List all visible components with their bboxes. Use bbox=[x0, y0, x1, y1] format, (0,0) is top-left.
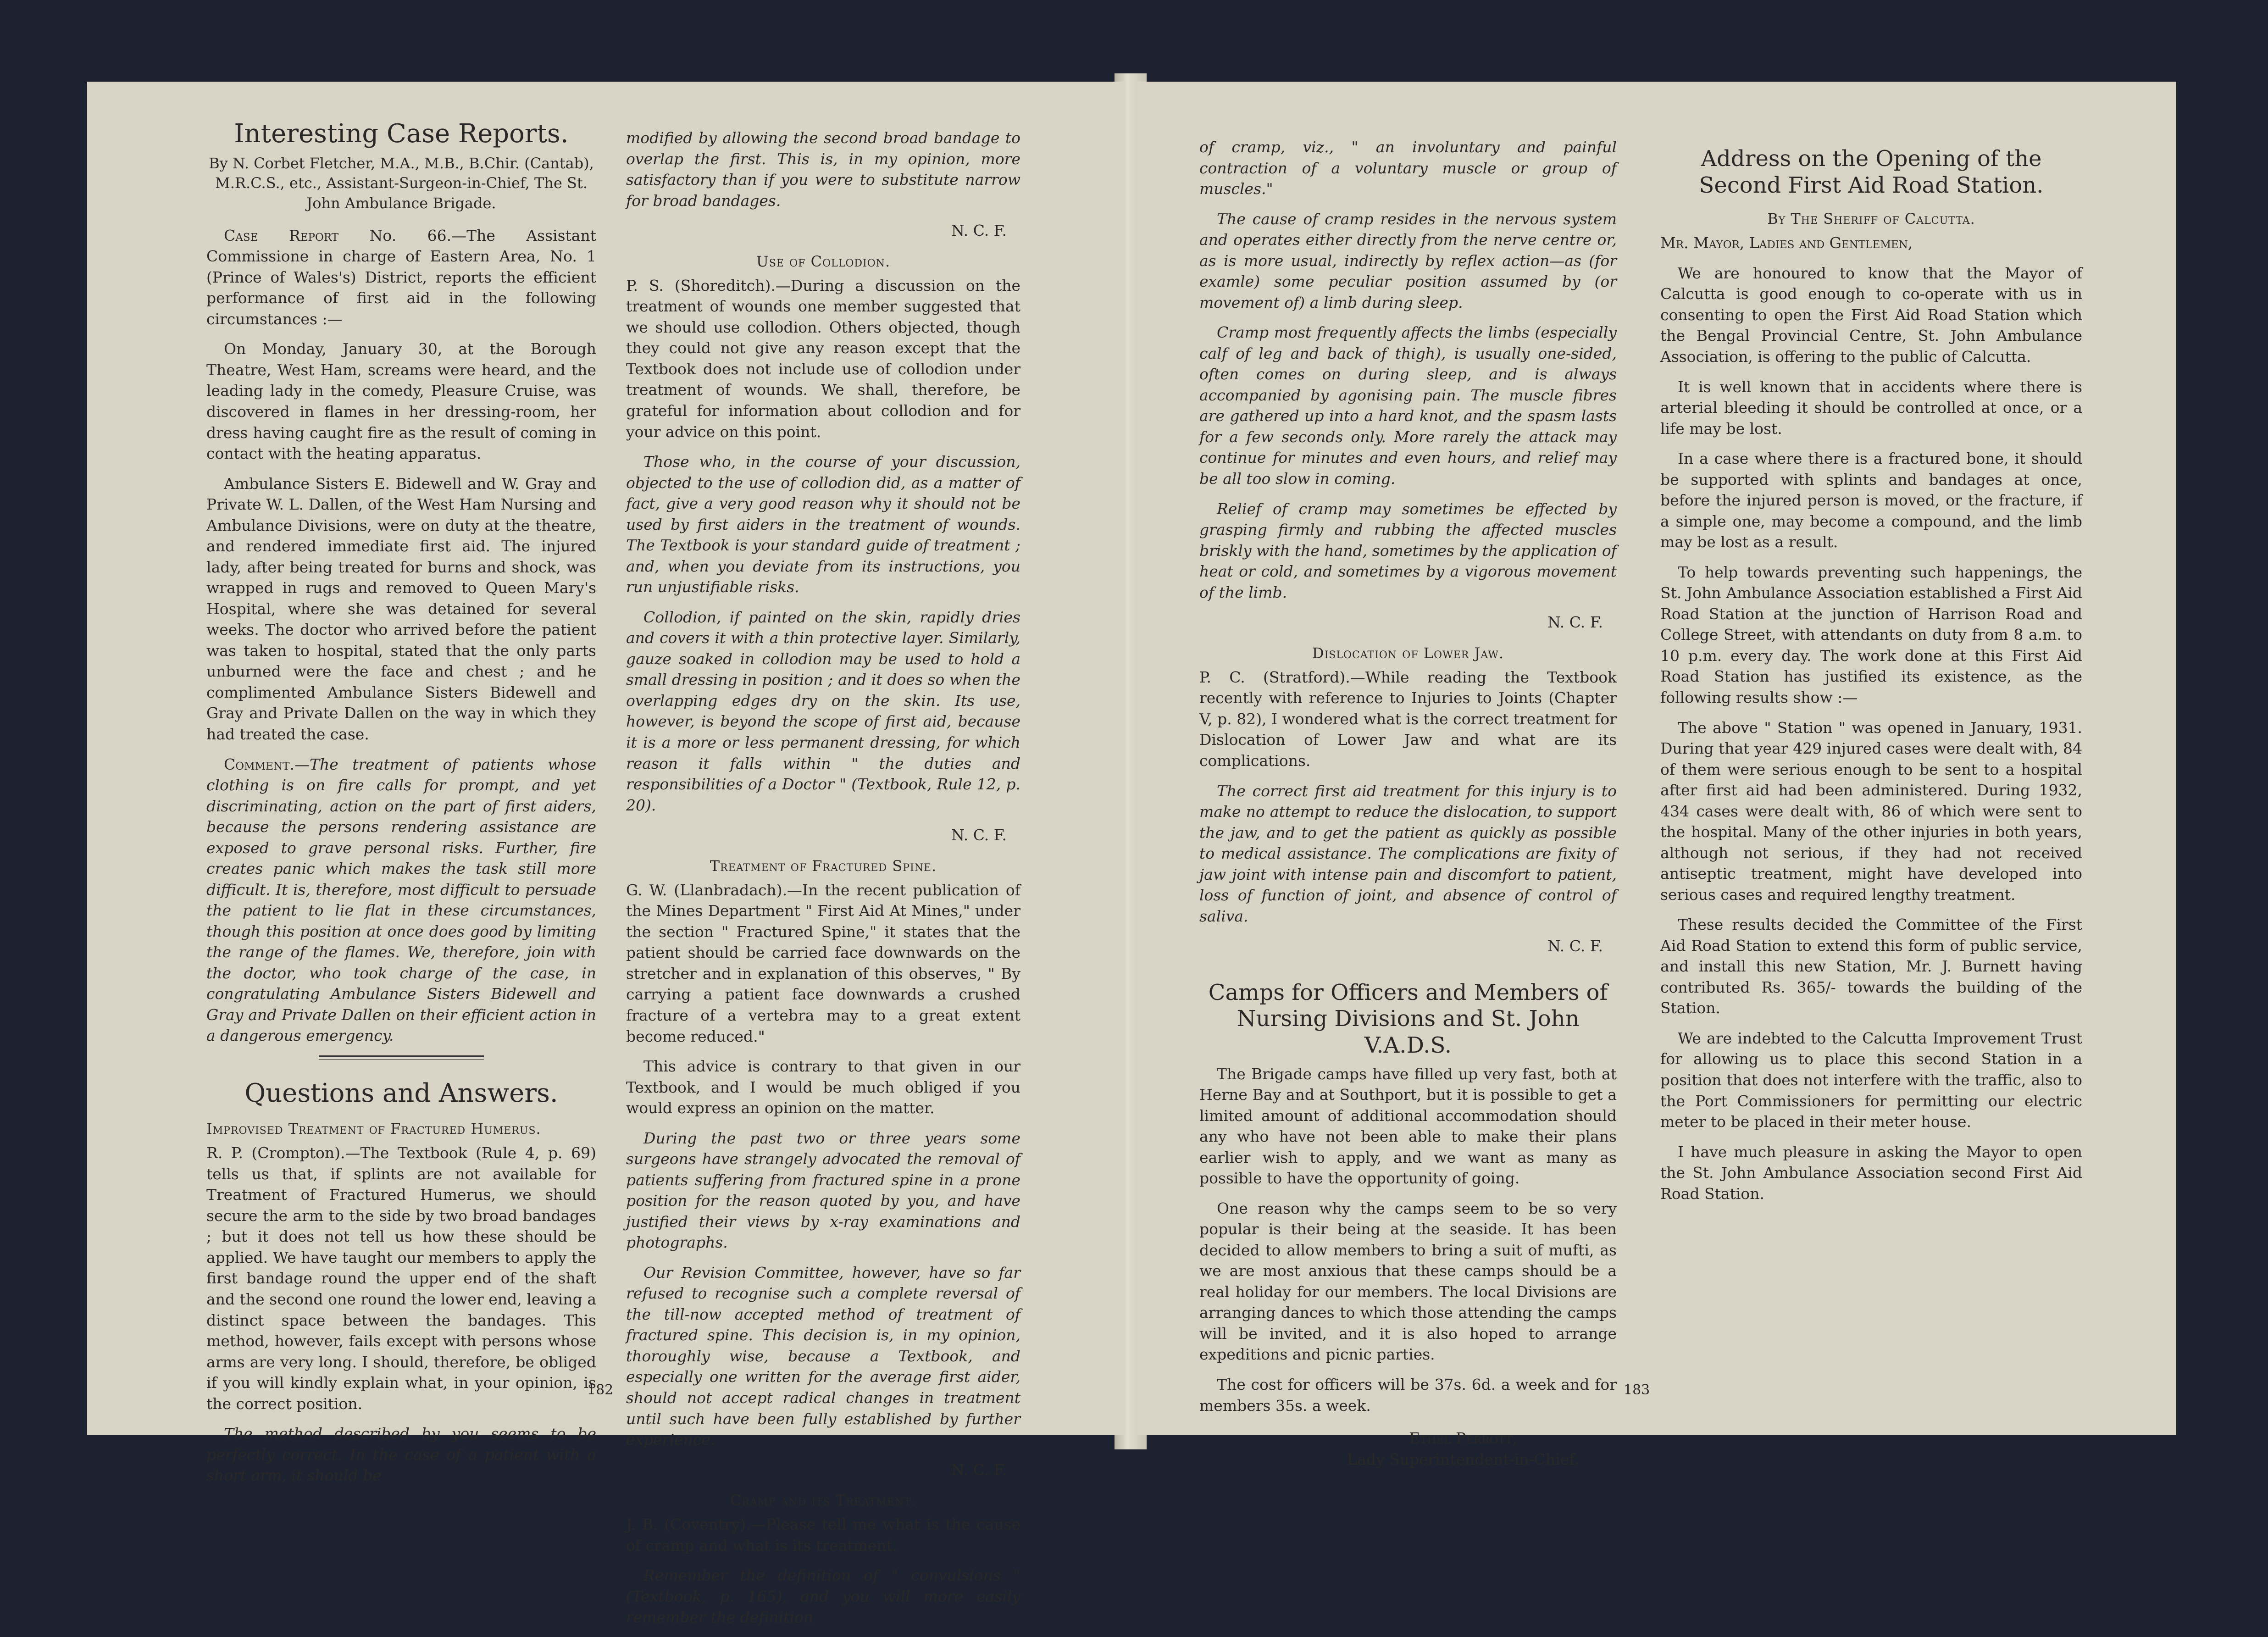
answer-paragraph: Those who, in the course of your discussion, objected to the use of collodion did, as a matter of fact, give a very good reason why it should not be used by first aiders in the treatment of wounds. The Textbook is your standard guide of treatment ; and, when you deviate from its instructions, you run unjustifiable risks. bbox=[626, 453, 1020, 596]
question-paragraph: R. P. (Crompton).—The Textbook (Rule 4, p. 69) tells us that, if splints are not available for Treatment of Fractured Humerus, we should secure the arm to the side by two broad bandages ; but it does not tell us how these should be applied. We have taught our members to apply the first bandage round the upper end of the shaft and the second one round the lower end, leaving a distinct space between the bandages. This method, however, fails except with persons whose arms are very long. I should, therefore, be obliged if you will kindly explain what, in your opinion, is the correct position. bbox=[206, 1144, 596, 1413]
section-divider bbox=[319, 1055, 484, 1060]
case-reports-title: Interesting Case Reports. bbox=[234, 119, 569, 149]
answer-paragraph: During the past two or three years some surgeons have strangely advocated the removal of patients suffering from fractured spine in a prone position for the reason quoted by you, and have justified their views by x-ray examinations and photographs. bbox=[626, 1129, 1020, 1252]
paragraph: The cost for officers will be 37s. 6d. a week and for members 35s. a week. bbox=[1199, 1375, 1617, 1415]
question-paragraph: G. W. (Llanbradach).—In the recent publication of the Mines Department " First Aid At Mines," under the section " Fractured Spine," it states that the patient should be carried face downwards on the stretcher and in explanation of this observes, " By carrying a patient face downwards a crushed fracture of a vertebra may to a great extent become reduced." bbox=[626, 881, 1020, 1045]
signer-name: Ethel Perrott, bbox=[1408, 1429, 1518, 1448]
signature-initials: N. C. F. bbox=[1547, 937, 1603, 955]
paragraph: It is well known that in accidents where there is arterial bleeding it should be controlled at once, or a life may be lost. bbox=[1660, 377, 2082, 438]
signature-block bbox=[1309, 1428, 1617, 1470]
address-byline: By The Sheriff of Calcutta. bbox=[1767, 210, 1975, 228]
signature-initials: N. C. F. bbox=[951, 222, 1007, 240]
right-page bbox=[1137, 82, 2176, 1469]
answer-paragraph: Cramp most frequently affects the limbs (especially calf of leg and back of thigh), is usually one-sided, often comes on during sleep, and is always accompanied by agonising pain. The muscle fibres are gathered up into a hard knot, and the spasm lasts for a few seconds only. More rarely the attack may continue for minutes and even hours, and relief may be all too slow in coming. bbox=[1199, 323, 1617, 488]
camps-title: Camps for Officers and Members of Nursing Divisions and St. John V.A.D.S. bbox=[1208, 979, 1608, 1058]
subheading: Dislocation of Lower Jaw. bbox=[1312, 644, 1504, 662]
salutation: Mr. Mayor, Ladies and Gentlemen, bbox=[1660, 234, 1913, 252]
case-report-text: No. 66.—The Assistant Commissione in charge of Eastern Area, No. 1 (Prince of Wales's) District, reports the efficient performance of first aid in the following circumstances :— bbox=[206, 226, 596, 328]
answer-paragraph: The method described by you seems to be perfectly correct. In the case of a patient with a short arm, it should be bbox=[206, 1425, 596, 1485]
answer-paragraph: modified by allowing the second broad bandage to overlap the first. This is, in my opinion, more satisfactory than if you were to substitute narrow for broad bandages. bbox=[626, 129, 1020, 210]
question-paragraph: P. C. (Stratford).—While reading the Textbook recently with reference to Injuries to Joints (Chapter V, p. 82), I wondered what is the correct treatment for Dislocation of Lower Jaw and what are its complications. bbox=[1199, 668, 1617, 770]
signature-initials: N. C. F. bbox=[951, 826, 1007, 844]
case-report-label: Case Report bbox=[224, 226, 339, 244]
case-report-paragraph bbox=[206, 225, 596, 330]
subheading: Cramp and its Treatment. bbox=[730, 1492, 916, 1509]
paragraph: We are honoured to know that the Mayor of Calcutta is good enough to co-operate with us in consenting to open the First Aid Road Station which the Bengal Provincial Centre, St. John Ambulance Association, is offering to the public of Calcutta. bbox=[1660, 264, 2082, 366]
subheading: Treatment of Fractured Spine. bbox=[710, 857, 937, 875]
subheading: Improvised Treatment of Fractured Humerus. bbox=[206, 1120, 541, 1138]
answer-paragraph: The correct first aid treatment for this injury is to make no attempt to reduce the dislocation, to support the jaw, and to get the patient as quickly as possible to medical assistance. The complications are fixity of jaw joint with intense pain and discomfort to patient, loss of function of joint, and absence of control of saliva. bbox=[1199, 782, 1617, 925]
paragraph: The above " Station " was opened in January, 1931. During that year 429 injured cases were dealt with, 84 of them were serious enough to be sent to a hospital after first aid had been administered. During 1932, 434 cases were dealt with, 86 of which were sent to the hospital. Many of the other injuries in both years, although not serious, if they had not received antiseptic treatment, might have developed into serious cases and required lengthy treatment. bbox=[1660, 718, 2082, 904]
signature-initials: N. C. F. bbox=[951, 1460, 1007, 1479]
questions-answers-title: Questions and Answers. bbox=[244, 1078, 558, 1108]
question-paragraph: P. S. (Shoreditch).—During a discussion on the treatment of wounds one member suggested that we should use collodion. Others objected, though they could not give any reason except that the Textbook does not include use of collodion under treatment of wounds. We shall, therefore, be grateful for information about collodion and for your advice on this point. bbox=[626, 276, 1020, 441]
comment-paragraph bbox=[206, 754, 596, 1046]
paragraph: On Monday, January 30, at the Borough Theatre, West Ham, screams were heard, and the leading lady in the comedy, Pleasure Cruise, was discovered in flames in her dressing-room, her dress having caught fire as the result of coming in contact with the heating apparatus. bbox=[206, 340, 596, 463]
left-column-2 bbox=[626, 128, 1020, 1637]
case-reports-byline: By N. Corbet Fletcher, M.A., M.B., B.Chir. (Cantab), M.R.C.S., etc., Assistant-Surgeon-in-Chief, The St. John Ambulance Brigade. bbox=[209, 155, 594, 212]
question-paragraph: J. B. (Coventry).—Please tell me what is the cause of cramp and what is its treatment. bbox=[626, 1515, 1020, 1554]
answer-paragraph: The cause of cramp resides in the nervous system and operates either directly from the nerve centre or, as is more usual, indirectly by reflex action—as (for examle) some peculiar position assumed by (or movement of) a limb during sleep. bbox=[1199, 210, 1617, 311]
subheading: Use of Collodion. bbox=[756, 252, 891, 270]
paragraph: I have much pleasure in asking the Mayor to open the St. John Ambulance Association second First Aid Road Station. bbox=[1660, 1143, 2082, 1203]
right-column-1 bbox=[1199, 137, 1617, 1470]
comment-text: —The treatment of patients whose clothing is on fire calls for prompt, and yet discriminating, action on the part of first aiders, because the persons rendering assistance are exposed to grave personal risks. Further, fire creates panic which makes the task still more difficult. It is, therefore, most difficult to persuade the patient to lie flat in these circumstances, though this position at once does good by limiting the range of the flames. We, therefore, join with the doctor, who took charge of the case, in congratulating Ambulance Sisters Bidewell and Gray and Private Dallen on their efficient action in a dangerous emergency. bbox=[206, 755, 596, 1045]
signer-title: Lady Superintendent-in-Chief. bbox=[1347, 1450, 1579, 1469]
paragraph: The Brigade camps have filled up very fast, both at Herne Bay and at Southport, but it is possible to get a limited amount of additional accommodation should any who have not been able to make their plans earlier wish to apply, and we want as many as possible to have the opportunity of going. bbox=[1199, 1065, 1617, 1188]
answer-paragraph: Collodion, if painted on the skin, rapidly dries and covers it with a thin protective layer. Similarly, gauze soaked in collodion may be used to hold a small dressing in position ; and it does so when the overlapping edges dry on the skin. Its use, however, is beyond the scope of first aid, because it is a more or less permanent dressing, for which reason it falls within " the duties and responsibilities of a Doctor " (Textbook, Rule 12, p. 20). bbox=[626, 608, 1020, 814]
paragraph: We are indebted to the Calcutta Improvement Trust for allowing us to place this second Station in a position that does not interfere with the traffic, also to the Port Commissioners for permitting our electric meter to be placed in their meter house. bbox=[1660, 1029, 2082, 1131]
left-page bbox=[87, 82, 1124, 1626]
answer-paragraph: Relief of cramp may sometimes be effected by grasping firmly and rubbing the affected muscles briskly with the hand, sometimes by the application of heat or cold, and sometimes by a vigorous movement of the limb. bbox=[1199, 499, 1617, 601]
answer-paragraph: of cramp, viz., " an involuntary and painful contraction of a voluntary muscle or group of muscles." bbox=[1199, 138, 1617, 198]
right-column-2 bbox=[1660, 146, 2082, 1213]
paragraph: This advice is contrary to that given in our Textbook, and I would be much obliged if you would express an opinion on the matter. bbox=[626, 1057, 1020, 1117]
left-column-1 bbox=[206, 118, 596, 1495]
page-number: 183 bbox=[1624, 1382, 1650, 1398]
paragraph: Ambulance Sisters E. Bidewell and W. Gray and Private W. L. Dallen, of the West Ham Nursing and Ambulance Divisions, were on duty at the theatre, and rendered immediate first aid. The injured lady, after being treated for burns and shock, was wrapped in rugs and removed to Queen Mary's Hospital, where she was detained for several weeks. The doctor who arrived before the patient was taken to hospital, stated that the only parts unburned were the face and chest ; and he complimented Ambulance Sisters Bidewell and Gray and Private Dallen on the way in which they had treated the case. bbox=[206, 474, 596, 743]
paragraph: In a case where there is a fractured bone, it should be supported with splints and bandages at once, before the injured person is moved, or the fracture, if a simple one, may become a compound, and the limb may be lost as a result. bbox=[1660, 449, 2082, 551]
page-number: 182 bbox=[587, 1382, 614, 1398]
paragraph: To help towards preventing such happenings, the St. John Ambulance Association established a First Aid Road Station at the junction of Harrison Road and College Street, with attendants on duty from 8 a.m. to 10 p.m. every day. The work done at this First Aid Road Station has justified its existence, as the following results show :— bbox=[1660, 563, 2082, 706]
paragraph: One reason why the camps seem to be so very popular is their being at the seaside. It has been decided to allow members to bring a suit of mufti, as we are most anxious that these camps should be a real holiday for our members. The local Divisions are arranging dances to which those attending the camps will be invited, and it is also hoped to arrange expeditions and picnic parties. bbox=[1199, 1199, 1617, 1364]
paragraph: These results decided the Committee of the First Aid Road Station to extend this form of public service, and install this new Station, Mr. J. Burnett having contributed Rs. 365/- towards the building of the Station. bbox=[1660, 916, 2082, 1017]
answer-paragraph: Our Revision Committee, however, have so far refused to recognise such a complete reversal of the till-now accepted method of treatment of fractured spine. This decision is, in my opinion, thoroughly wise, because a Textbook, and especially one written for the average first aider, should not accept radical changes in treatment until such have been fully established by further experience. bbox=[626, 1263, 1020, 1449]
comment-label: Comment. bbox=[224, 755, 294, 773]
signature-initials: N. C. F. bbox=[1547, 613, 1603, 632]
address-title: Address on the Opening of the Second First Aid Road Station. bbox=[1699, 146, 2044, 198]
answer-paragraph: Remember the definition of " convulsions " (Textbook, p. 165), and you will more easily remember the definition bbox=[626, 1566, 1020, 1626]
